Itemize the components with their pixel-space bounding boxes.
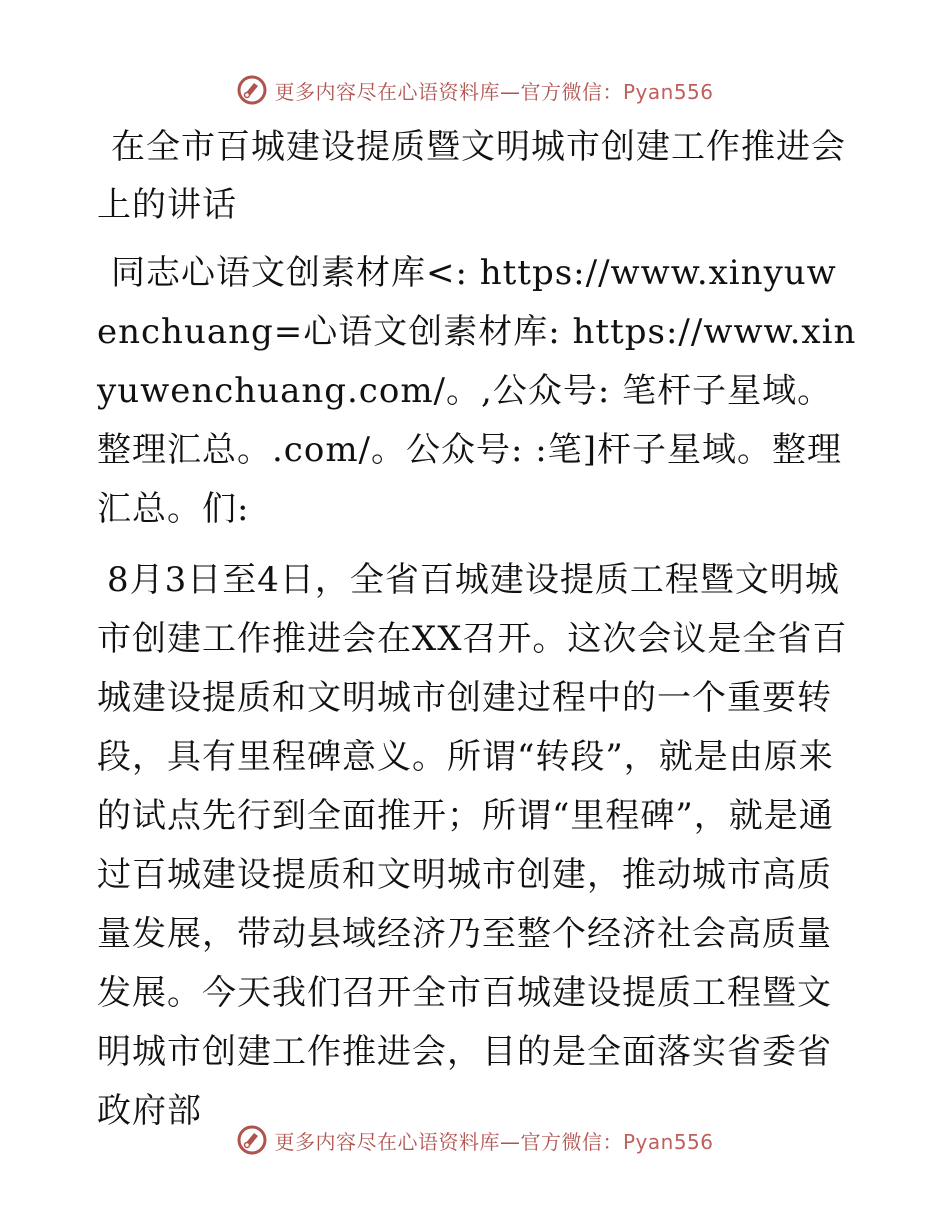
xinyu-logo-icon [236,74,268,106]
xinyu-logo-icon [236,1124,268,1156]
footer-watermark-banner [0,1120,950,1160]
watermark-text: 更多内容尽在心语资料库—官方微信：Pyan556 [274,1129,714,1154]
watermark-text: 更多内容尽在心语资料库—官方微信：Pyan556 [274,79,714,104]
body-paragraph: 8月3日至4日，全省百城建设提质工程暨文明城市创建工作推进会在XX召开。这次会议是全省百城建设提质和文明城市创建过程中的一个重要转段，具有里程碑意义。所谓“转段”，就是由原来的试点先行到全面推开；所谓“里程碑”，就是通过百城建设提质和文明城市创建，推动城市高质量发展，带动县域经济乃至整个经济社会高质量发展。今天我们召开全市百城建设提质工程暨文明城市创建工作推进会，目的是全面落实省委省政府部 [97,560,848,1131]
wechat-id: Pyan556 [622,79,714,104]
header-watermark-banner [0,70,950,110]
document-body [97,118,857,1141]
document-title: 在全市百城建设提质暨文明城市创建工作推进会上的讲话 [97,127,846,225]
wechat-id: Pyan556 [622,1129,714,1154]
greeting-paragraph: 同志心语文创素材库<: https://www.xinyuwenchuang=心语文创素材库: https://www.xinyuwenchuang.com/。,公众号: 笔杆子星域。整理汇总。.com/。公众号: :笔]杆子星域。整理汇总。们: [97,253,857,529]
